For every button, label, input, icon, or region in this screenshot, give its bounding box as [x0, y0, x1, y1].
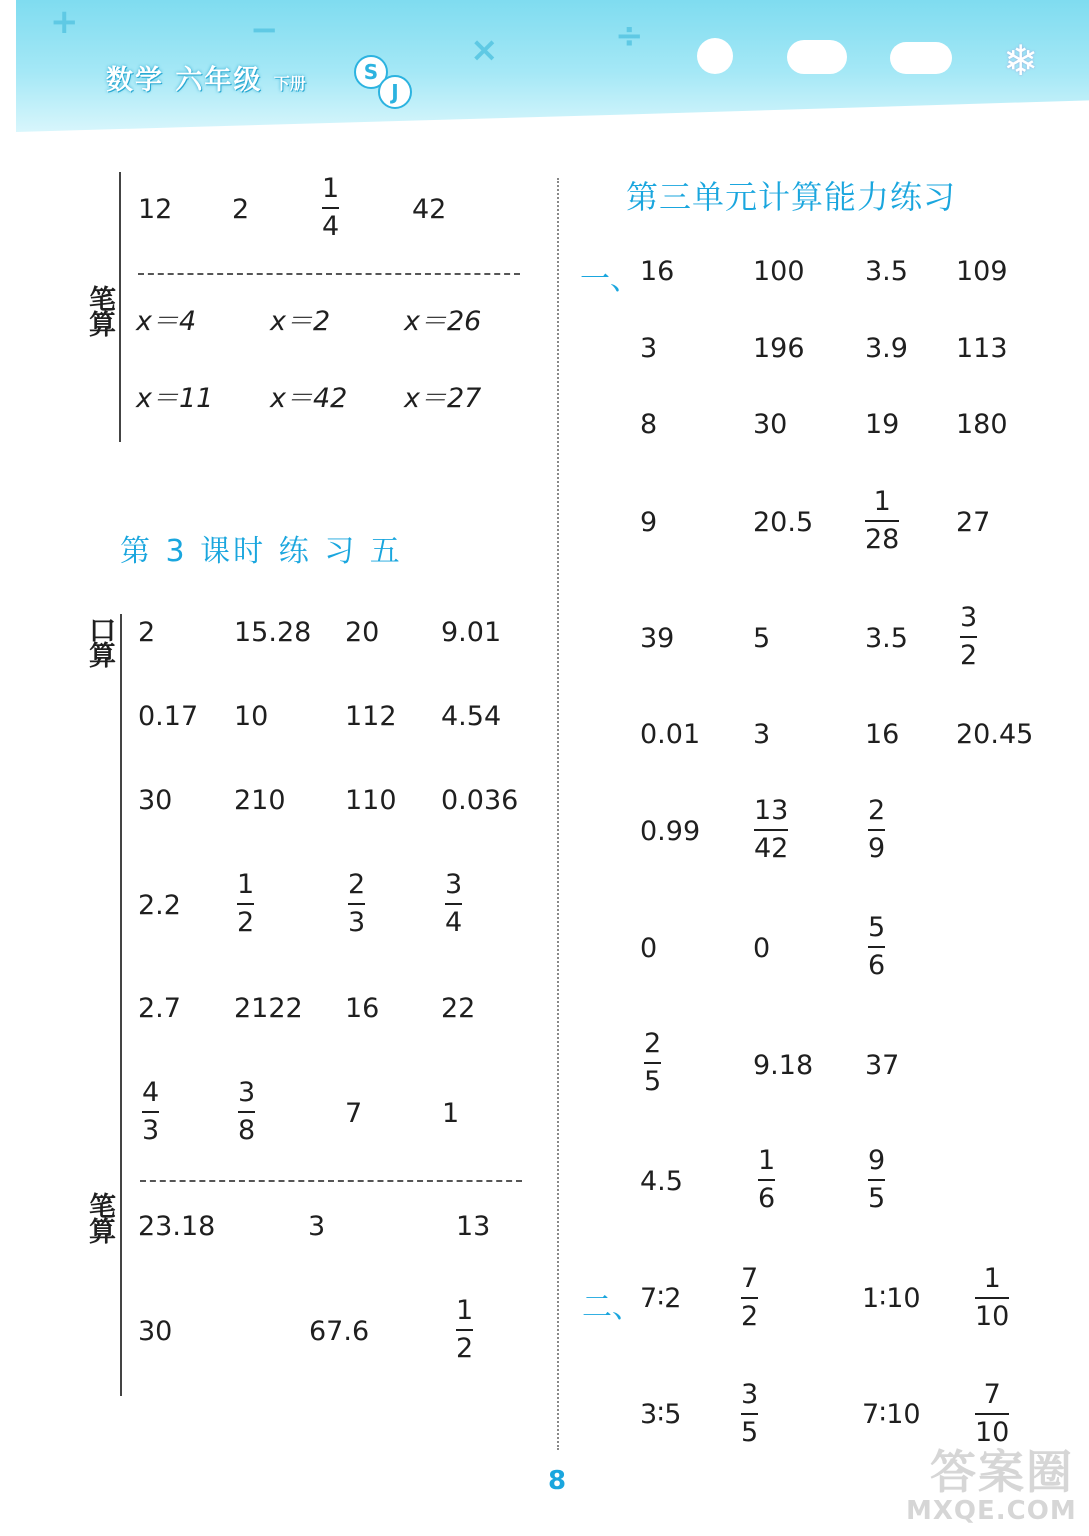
- answer: 39: [640, 623, 675, 654]
- fraction: 13 42: [754, 795, 789, 864]
- written-calc-label: 笔算: [84, 285, 115, 335]
- answer: 67.6: [309, 1316, 370, 1347]
- answer: 3.5: [865, 623, 908, 654]
- fraction: 1 28: [865, 486, 900, 555]
- answer: 30: [753, 409, 788, 440]
- answer: 16: [865, 719, 900, 750]
- fraction: 7 2: [741, 1263, 759, 1332]
- part-one-label: 一、: [580, 262, 640, 297]
- answer: 22: [441, 993, 476, 1024]
- answer: 20.45: [956, 719, 1034, 750]
- answer: 2.7: [138, 993, 181, 1024]
- oral-calc-label: 口算: [84, 616, 115, 666]
- answer: 0: [753, 933, 771, 964]
- equation-answer: x＝4: [136, 306, 197, 337]
- answer: 2122: [234, 993, 303, 1024]
- equation-answer: x＝11: [136, 383, 214, 414]
- answer: 12: [138, 194, 173, 225]
- page-number: 8: [548, 1466, 567, 1496]
- answer: 0.17: [138, 701, 199, 732]
- answer: 0.99: [640, 816, 701, 847]
- answer: 19: [865, 409, 900, 440]
- answer: 8: [640, 409, 658, 440]
- answer: 180: [956, 409, 1008, 440]
- answer: 10: [234, 701, 269, 732]
- fraction: 3 8: [238, 1077, 256, 1146]
- answer: 112: [345, 701, 397, 732]
- fraction: 2 9: [868, 795, 886, 864]
- header-title: 数学 六年级 下册: [106, 65, 306, 96]
- fraction: 1 4: [322, 173, 340, 242]
- sun-icon: [697, 38, 733, 74]
- answer: 9: [640, 507, 658, 538]
- fraction: 7 10: [975, 1379, 1010, 1448]
- answer: 3: [753, 719, 771, 750]
- answer: 30: [138, 1316, 173, 1347]
- fraction: 1 10: [975, 1263, 1010, 1332]
- answer: 196: [753, 333, 805, 364]
- answer: 109: [956, 256, 1008, 287]
- fraction: 2 3: [348, 869, 366, 938]
- answer: 13: [456, 1211, 491, 1242]
- written-calc-label: 笔算: [84, 1192, 115, 1242]
- answer: 2.2: [138, 890, 181, 921]
- watermark-logo: 答案圈: [930, 1445, 1074, 1499]
- unit-title: 第三单元计算能力练习: [626, 178, 957, 216]
- column-divider: [557, 178, 559, 1450]
- watermark-url: MXQE.COM: [906, 1496, 1077, 1526]
- fraction: 2 5: [644, 1028, 662, 1097]
- minus-symbol: −: [250, 10, 279, 50]
- lesson-title: 第 3 课时 练 习 五: [120, 534, 403, 569]
- answer: 3.5: [865, 256, 908, 287]
- answer: 110: [345, 785, 397, 816]
- answer: 23.18: [138, 1211, 216, 1242]
- answer: 1: [442, 1098, 460, 1129]
- fraction: 1 2: [237, 869, 255, 938]
- answer: 4.54: [441, 701, 502, 732]
- answer: 0.036: [441, 785, 519, 816]
- left-bottom-bracket: [120, 614, 122, 1396]
- answer: 2: [138, 617, 156, 648]
- dashed-divider: [138, 273, 520, 275]
- times-symbol: ×: [470, 30, 499, 70]
- answer: 20: [345, 617, 380, 648]
- header-volume: 下册: [273, 74, 306, 93]
- answer: 4.5: [640, 1166, 683, 1197]
- answer: 2: [232, 194, 250, 225]
- answer: 5: [753, 623, 771, 654]
- equation-answer: x＝27: [404, 383, 482, 414]
- answer: 37: [865, 1050, 900, 1081]
- answer: 16: [640, 256, 675, 287]
- answer: 3: [308, 1211, 326, 1242]
- rain-cloud-icon: [890, 42, 952, 74]
- fraction: 3 4: [445, 869, 463, 938]
- answer: 210: [234, 785, 286, 816]
- answer: 9.01: [441, 617, 502, 648]
- answer: 0: [640, 933, 658, 964]
- fraction: 5 6: [868, 912, 886, 981]
- answer: 16: [345, 993, 380, 1024]
- fraction: 3 2: [960, 602, 978, 671]
- answer: 27: [956, 507, 991, 538]
- fraction: 9 5: [868, 1145, 886, 1214]
- ratio: 3∶5: [640, 1399, 682, 1430]
- answer: 3: [640, 333, 658, 364]
- answer: 20.5: [753, 507, 814, 538]
- badge-s: S: [354, 55, 388, 89]
- answer: 30: [138, 785, 173, 816]
- equation-answer: x＝42: [270, 383, 348, 414]
- badge-j: J: [378, 75, 412, 109]
- fraction: 1 2: [456, 1295, 474, 1364]
- fraction: 3 5: [741, 1379, 759, 1448]
- equation-answer: x＝2: [270, 306, 331, 337]
- equation-answer: x＝26: [404, 306, 482, 337]
- answer: 9.18: [753, 1050, 814, 1081]
- answer: 3.9: [865, 333, 908, 364]
- part-two-label: 二、: [582, 1290, 642, 1325]
- left-top-bracket: [119, 172, 121, 442]
- fraction: 4 3: [142, 1077, 160, 1146]
- ratio: 1∶10: [862, 1283, 921, 1314]
- snowflake-icon: ❄: [1003, 36, 1039, 85]
- answer: 15.28: [234, 617, 312, 648]
- ratio: 7∶10: [862, 1399, 921, 1430]
- dashed-divider: [140, 1180, 522, 1182]
- fraction: 1 6: [758, 1145, 776, 1214]
- ratio: 7∶2: [640, 1283, 682, 1314]
- answer: 100: [753, 256, 805, 287]
- answer: 113: [956, 333, 1008, 364]
- divide-symbol: ÷: [615, 16, 644, 56]
- answer: 0.01: [640, 719, 701, 750]
- answer: 42: [412, 194, 447, 225]
- plus-symbol: +: [50, 2, 79, 42]
- cloud-icon: [787, 40, 847, 74]
- answer: 7: [345, 1098, 363, 1129]
